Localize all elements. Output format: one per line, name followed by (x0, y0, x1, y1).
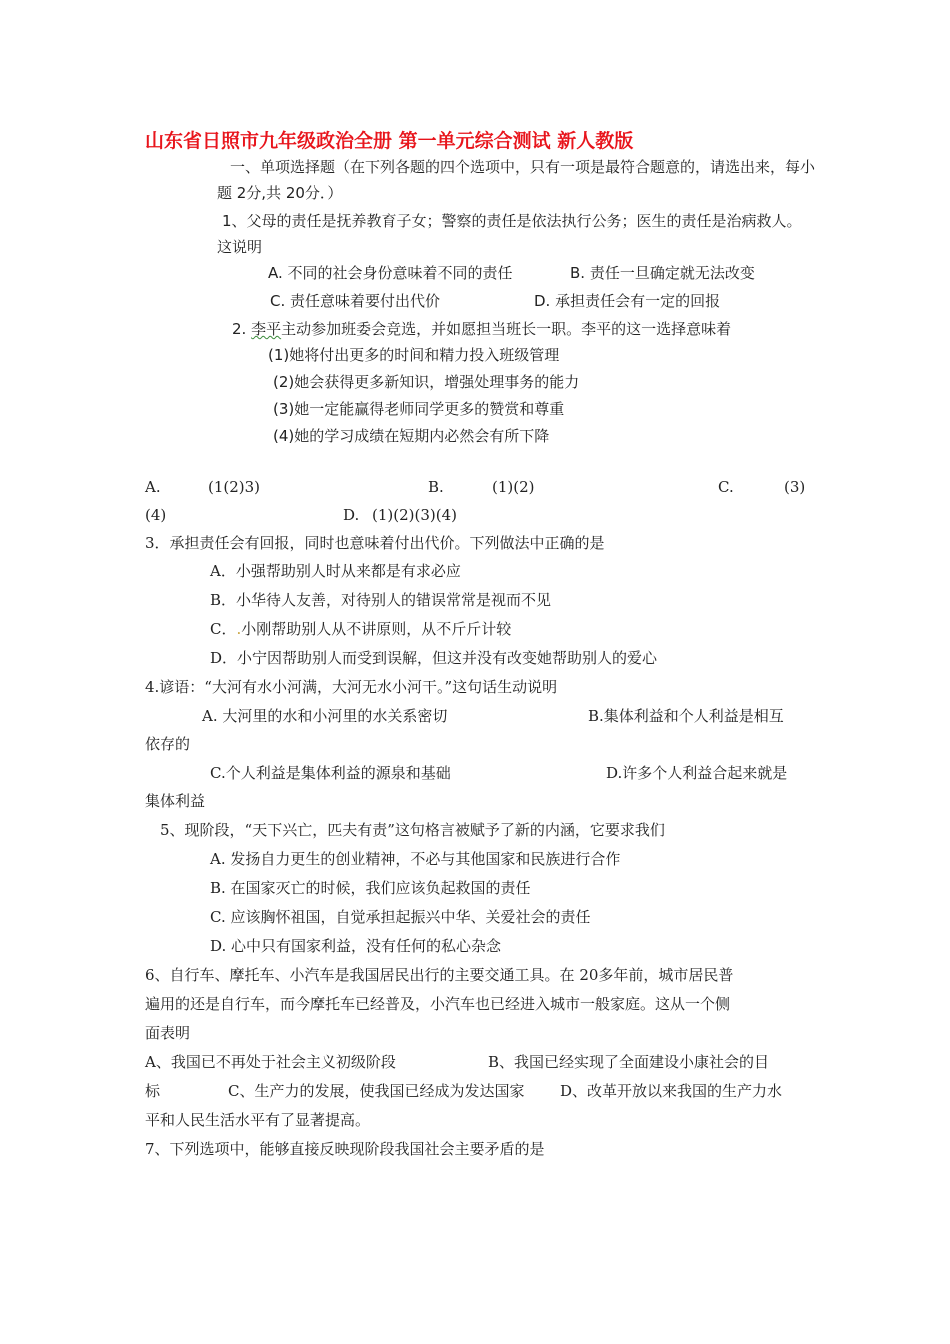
q2-option-b-label: B. (428, 478, 444, 496)
q2-option-b-value: (1)(2) (492, 478, 535, 496)
q6-option-a: A、我国已不再处于社会主义初级阶段 (145, 1053, 396, 1071)
q1-option-d: D. 承担责任会有一定的回报 (534, 292, 721, 310)
q2-option-d-label: D. (343, 506, 360, 524)
q2-stem (232, 318, 731, 340)
q2-statement-4: (4)她的学习成绩在短期内必然会有所下降 (273, 427, 550, 445)
q4-option-c: C.个人利益是集体利益的源泉和基础 (210, 764, 451, 782)
q2-statement-3: (3)她一定能赢得老师同学更多的赞赏和尊重 (273, 400, 565, 418)
q3-option-d: D．小宁因帮助别人而受到误解，但这并没有改变她帮助别人的爱心 (210, 649, 658, 667)
q2-option-a-label: A. (145, 478, 161, 496)
q2-statement-2: (2)她会获得更多新知识，增强处理事务的能力 (273, 373, 580, 391)
page-title: 山东省日照市九年级政治全册 第一单元综合测试 新人教版 (145, 130, 634, 152)
q3-option-c-label: C． (210, 620, 237, 638)
q4-option-b-continued: 依存的 (145, 735, 191, 753)
q5-option-b: B. 在国家灭亡的时候，我们应该负起救国的责任 (210, 879, 531, 897)
q1-stem-line1: 1、父母的责任是抚养教育子女；警察的责任是依法执行公务；医生的责任是治病救人。 (222, 212, 802, 230)
q1-option-a: A. 不同的社会身份意味着不同的责任 (268, 264, 513, 282)
q6-stem-line1: 6、自行车、摩托车、小汽车是我国居民出行的主要交通工具。在 20多年前，城市居民普 (145, 966, 734, 984)
edit-mark-icon: . (236, 620, 242, 638)
q2-number: 2. (232, 320, 247, 338)
q2-stem-text: 主动参加班委会竞选，并如愿担当班长一职。李平的这一选择意味着 (281, 320, 732, 338)
q3-option-c (210, 618, 511, 640)
q1-stem-line2: 这说明 (217, 238, 263, 256)
q4-option-b: B.集体利益和个人利益是相互 (588, 707, 784, 725)
q4-option-a: A. 大河里的水和小河里的水关系密切 (202, 707, 448, 725)
q2-option-d-value: (1)(2)(3)(4) (372, 506, 457, 524)
q1-option-b: B. 责任一旦确定就无法改变 (570, 264, 755, 282)
q5-option-c: C. 应该胸怀祖国，自觉承担起振兴中华、关爱社会的责任 (210, 908, 591, 926)
q2-person-name: 李平 (251, 320, 282, 338)
q4-stem: 4.谚语：“大河有水小河满，大河无水小河干。”这句话生动说明 (145, 678, 558, 696)
q6-stem-line3: 面表明 (145, 1024, 191, 1042)
q5-stem: 5、现阶段，“天下兴亡，匹夫有责”这句格言被赋予了新的内涵，它要求我们 (160, 821, 665, 839)
q6-option-b-continued: 标 (145, 1082, 161, 1100)
q4-option-d: D.许多个人利益合起来就是 (606, 764, 788, 782)
q3-option-a: A．小强帮助别人时从来都是有求必应 (210, 562, 461, 580)
q2-option-c-continued: (4) (145, 506, 167, 524)
q6-option-b: B、我国已经实现了全面建设小康社会的目 (488, 1053, 770, 1071)
q2-option-c-value: (3) (784, 478, 806, 496)
q5-option-d: D. 心中只有国家利益，没有任何的私心杂念 (210, 937, 502, 955)
q3-option-b: B．小华待人友善，对待别人的错误常常是视而不见 (210, 591, 552, 609)
section-heading-line2: 题 2分,共 20分．） (217, 184, 343, 202)
q3-stem: 3．承担责任会有回报，同时也意味着付出代价。下列做法中正确的是 (145, 534, 605, 552)
q6-stem-line2: 遍用的还是自行车，而今摩托车已经普及，小汽车也已经进入城市一般家庭。这从一个侧 (145, 995, 731, 1013)
q7-stem: 7、下列选项中，能够直接反映现阶段我国社会主要矛盾的是 (145, 1140, 545, 1158)
q4-option-d-continued: 集体利益 (145, 792, 206, 810)
q6-option-d: D、改革开放以来我国的生产力水 (560, 1082, 783, 1100)
q1-option-c: C. 责任意味着要付出代价 (270, 292, 441, 310)
q5-option-a: A. 发扬自力更生的创业精神，不必与其他国家和民族进行合作 (210, 850, 621, 868)
q2-statement-1: (1)她将付出更多的时间和精力投入班级管理 (268, 346, 560, 364)
q3-option-c-text: 小刚帮助别人从不讲原则，从不斤斤计较 (241, 620, 512, 638)
q2-option-c-label: C. (718, 478, 734, 496)
q6-option-d-continued: 平和人民生活水平有了显著提高。 (145, 1111, 371, 1129)
q6-option-c: C、生产力的发展，使我国已经成为发达国家 (228, 1082, 525, 1100)
q2-option-a-value: (1(2)3) (208, 478, 261, 496)
section-heading-line1: 一、单项选择题（在下列各题的四个选项中，只有一项是最符合题意的，请选出来，每小 (230, 158, 816, 176)
